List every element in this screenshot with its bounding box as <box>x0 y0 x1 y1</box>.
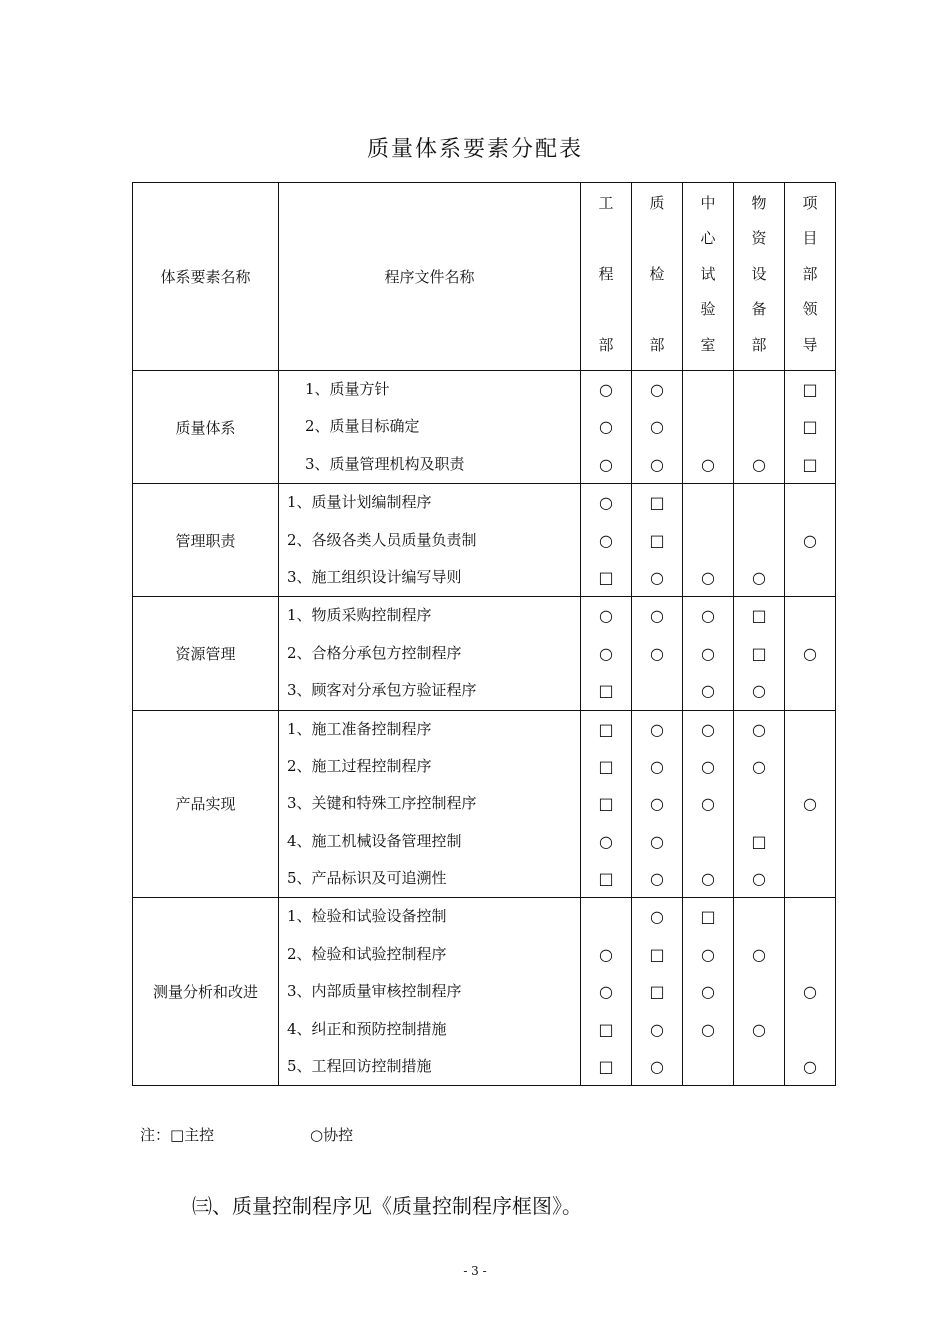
responsibility-mark: □ <box>649 944 665 964</box>
document-name: 1、质量方针 <box>305 380 390 398</box>
responsibility-mark: □ <box>751 643 767 663</box>
header-document-name: 程序文件名称 <box>279 183 581 371</box>
element-name-cell: 测量分析和改进 <box>133 898 279 1086</box>
responsibility-cell <box>632 898 683 1086</box>
dept-header-char: 物 <box>751 194 767 212</box>
responsibility-cell <box>785 597 836 710</box>
responsibility-mark <box>785 823 835 860</box>
responsibility-mark: ○ <box>701 567 715 587</box>
responsibility-mark: ○ <box>650 643 664 663</box>
responsibility-mark: ○ <box>650 907 664 927</box>
responsibility-mark: ○ <box>650 567 664 587</box>
dept-header-char: 工 <box>598 194 614 212</box>
responsibility-cell <box>581 710 632 898</box>
dept-header-char: 程 <box>598 264 614 283</box>
responsibility-cell <box>734 710 785 898</box>
responsibility-mark: □ <box>598 719 614 739</box>
dept-header-char: 部 <box>802 264 818 283</box>
document-list-cell <box>279 898 581 1086</box>
dept-header-char: 资 <box>751 229 767 248</box>
responsibility-mark: □ <box>598 756 614 776</box>
document-name: 1、物质采购控制程序 <box>287 606 432 625</box>
responsibility-cell <box>683 597 734 710</box>
header-dept-leadership <box>785 183 836 371</box>
responsibility-mark <box>734 1048 784 1085</box>
responsibility-mark: □ <box>802 454 818 474</box>
document-list-cell <box>279 484 581 597</box>
responsibility-mark: ○ <box>803 530 817 550</box>
dept-header-char: 试 <box>700 264 716 283</box>
section-paragraph: ㈢、质量控制程序见《质量控制程序框图》。 <box>192 1194 582 1218</box>
dept-header-char: 验 <box>700 300 716 319</box>
dept-header-char: 中 <box>700 194 716 212</box>
responsibility-mark: ○ <box>803 1057 817 1077</box>
document-list-cell <box>279 371 581 484</box>
responsibility-mark: ○ <box>599 454 613 474</box>
element-name-cell: 质量体系 <box>133 371 279 484</box>
responsibility-cell <box>683 898 734 1086</box>
responsibility-cell <box>632 484 683 597</box>
responsibility-mark <box>632 672 682 709</box>
responsibility-mark: ○ <box>599 417 613 437</box>
document-name: 2、质量目标确定 <box>305 417 420 436</box>
responsibility-mark: ○ <box>650 719 664 739</box>
legend-assist: ○协控 <box>310 1126 354 1144</box>
responsibility-mark <box>683 1048 733 1085</box>
responsibility-cell <box>581 898 632 1086</box>
responsibility-mark: □ <box>649 493 665 513</box>
header-dept-engineering <box>581 183 632 371</box>
dept-header-char: 心 <box>700 229 716 248</box>
document-list-cell <box>279 710 581 898</box>
table-group-row <box>133 898 836 1086</box>
table-group-row <box>133 484 836 597</box>
document-name: 2、各级各类人员质量负责制 <box>287 530 477 549</box>
table-header-row <box>133 183 836 371</box>
responsibility-mark <box>785 484 835 521</box>
responsibility-mark <box>734 898 784 935</box>
dept-header-char: 部 <box>751 335 767 354</box>
responsibility-cell <box>734 371 785 484</box>
table-group-row <box>133 597 836 710</box>
responsibility-mark: ○ <box>752 454 766 474</box>
responsibility-mark: ○ <box>650 831 664 851</box>
element-name-cell: 产品实现 <box>133 710 279 898</box>
dept-header-char: 部 <box>598 335 614 354</box>
document-list-cell <box>279 597 581 710</box>
header-dept-quality <box>632 183 683 371</box>
responsibility-mark: ○ <box>701 454 715 474</box>
responsibility-mark <box>683 823 733 860</box>
responsibility-mark: □ <box>751 831 767 851</box>
responsibility-cell <box>581 597 632 710</box>
document-name: 3、关键和特殊工序控制程序 <box>287 794 477 813</box>
responsibility-mark: ○ <box>752 681 766 701</box>
responsibility-mark <box>785 1011 835 1048</box>
document-name: 3、顾客对分承包方验证程序 <box>287 681 477 700</box>
dept-header-char: 项 <box>802 194 818 212</box>
document-name: 5、产品标识及可追溯性 <box>287 869 447 888</box>
dept-header-char: 部 <box>649 335 665 354</box>
responsibility-mark: □ <box>649 530 665 550</box>
responsibility-cell <box>785 371 836 484</box>
responsibility-mark <box>734 785 784 822</box>
table-group-row <box>133 710 836 898</box>
document-name: 2、施工过程控制程序 <box>287 756 432 775</box>
responsibility-mark: ○ <box>752 719 766 739</box>
responsibility-mark: □ <box>598 869 614 889</box>
page-number: - 3 - <box>463 1264 487 1278</box>
responsibility-cell <box>581 484 632 597</box>
responsibility-mark: ○ <box>650 1019 664 1039</box>
responsibility-mark: ○ <box>599 606 613 626</box>
responsibility-mark: □ <box>598 1057 614 1077</box>
responsibility-mark: ○ <box>599 493 613 513</box>
responsibility-mark: ○ <box>752 1019 766 1039</box>
responsibility-mark: □ <box>751 606 767 626</box>
responsibility-cell <box>683 710 734 898</box>
header-dept-materials <box>734 183 785 371</box>
responsibility-mark: □ <box>598 567 614 587</box>
responsibility-mark <box>734 371 784 408</box>
responsibility-mark <box>581 898 631 935</box>
responsibility-cell <box>734 484 785 597</box>
responsibility-mark: ○ <box>650 380 664 399</box>
responsibility-mark: ○ <box>599 643 613 663</box>
dept-header-char: 设 <box>751 264 767 283</box>
responsibility-cell <box>734 597 785 710</box>
dept-header-char: 备 <box>751 300 767 319</box>
responsibility-mark <box>683 484 733 521</box>
responsibility-mark <box>683 522 733 559</box>
dept-header-char: 质 <box>649 194 665 212</box>
document-name: 1、施工准备控制程序 <box>287 719 432 738</box>
responsibility-cell <box>734 898 785 1086</box>
header-dept-lab <box>683 183 734 371</box>
responsibility-mark: ○ <box>701 719 715 739</box>
responsibility-cell <box>785 898 836 1086</box>
responsibility-mark: ○ <box>599 380 613 399</box>
responsibility-mark <box>683 408 733 445</box>
responsibility-cell <box>632 371 683 484</box>
responsibility-mark: ○ <box>803 643 817 663</box>
responsibility-cell <box>632 710 683 898</box>
responsibility-mark: ○ <box>701 1019 715 1039</box>
responsibility-mark: ○ <box>701 794 715 814</box>
responsibility-mark <box>785 559 835 596</box>
document-name: 2、合格分承包方控制程序 <box>287 643 462 662</box>
responsibility-mark: ○ <box>701 982 715 1002</box>
responsibility-mark: ○ <box>701 869 715 889</box>
responsibility-mark: ○ <box>701 643 715 663</box>
document-name: 3、内部质量审核控制程序 <box>287 982 462 1001</box>
dept-header-char: 检 <box>649 264 665 283</box>
responsibility-mark <box>785 672 835 709</box>
responsibility-cell <box>581 371 632 484</box>
responsibility-mark: □ <box>598 681 614 701</box>
responsibility-mark <box>734 973 784 1010</box>
responsibility-mark: ○ <box>752 869 766 889</box>
responsibility-cell <box>632 597 683 710</box>
responsibility-mark: ○ <box>752 944 766 964</box>
responsibility-mark <box>785 860 835 897</box>
dept-header-char: 导 <box>802 335 818 354</box>
responsibility-mark: □ <box>700 907 716 927</box>
responsibility-mark: ○ <box>599 982 613 1002</box>
document-name: 3、质量管理机构及职责 <box>305 454 465 473</box>
responsibility-mark: ○ <box>650 794 664 814</box>
document-name: 4、施工机械设备管理控制 <box>287 831 462 850</box>
document-name: 1、质量计划编制程序 <box>287 493 432 512</box>
responsibility-mark <box>785 748 835 785</box>
element-allocation-table <box>132 182 836 1086</box>
document-name: 3、施工组织设计编写导则 <box>287 567 462 586</box>
responsibility-mark <box>785 711 835 748</box>
document-name: 5、工程回访控制措施 <box>287 1057 432 1076</box>
element-name-cell: 管理职责 <box>133 484 279 597</box>
responsibility-mark <box>785 936 835 973</box>
responsibility-cell <box>785 710 836 898</box>
responsibility-mark <box>683 371 733 408</box>
element-name-cell: 资源管理 <box>133 597 279 710</box>
responsibility-mark: ○ <box>803 982 817 1002</box>
responsibility-mark: ○ <box>752 567 766 587</box>
responsibility-mark: ○ <box>650 1057 664 1077</box>
responsibility-mark: ○ <box>803 794 817 814</box>
responsibility-mark: ○ <box>650 869 664 889</box>
table-group-row <box>133 371 836 484</box>
table-title: 质量体系要素分配表 <box>366 137 583 162</box>
document-name: 1、检验和试验设备控制 <box>287 907 447 926</box>
responsibility-mark: □ <box>598 794 614 814</box>
responsibility-mark <box>785 597 835 634</box>
responsibility-mark: □ <box>649 982 665 1002</box>
responsibility-mark: ○ <box>701 606 715 626</box>
responsibility-mark <box>734 484 784 521</box>
responsibility-mark: ○ <box>650 454 664 474</box>
responsibility-mark: ○ <box>599 831 613 851</box>
responsibility-mark: ○ <box>650 417 664 437</box>
responsibility-mark: ○ <box>650 756 664 776</box>
document-name: 4、纠正和预防控制措施 <box>287 1019 447 1038</box>
responsibility-mark: ○ <box>650 606 664 626</box>
responsibility-mark: ○ <box>701 681 715 701</box>
dept-header-char: 领 <box>802 300 818 319</box>
responsibility-mark: □ <box>598 1019 614 1039</box>
responsibility-mark: ○ <box>701 944 715 964</box>
responsibility-mark <box>734 408 784 445</box>
header-element-name: 体系要素名称 <box>133 183 279 371</box>
responsibility-mark <box>785 898 835 935</box>
dept-header-char: 室 <box>700 335 716 354</box>
responsibility-mark: ○ <box>599 944 613 964</box>
responsibility-cell <box>785 484 836 597</box>
responsibility-mark: ○ <box>752 756 766 776</box>
responsibility-mark: □ <box>802 417 818 437</box>
responsibility-mark: ○ <box>701 756 715 776</box>
responsibility-mark: □ <box>802 380 818 399</box>
document-name: 2、检验和试验控制程序 <box>287 944 447 963</box>
responsibility-cell <box>683 484 734 597</box>
responsibility-mark <box>734 522 784 559</box>
responsibility-cell <box>683 371 734 484</box>
dept-header-char: 目 <box>802 229 818 248</box>
responsibility-mark: ○ <box>599 530 613 550</box>
legend-primary: 注：□主控 <box>140 1126 215 1144</box>
